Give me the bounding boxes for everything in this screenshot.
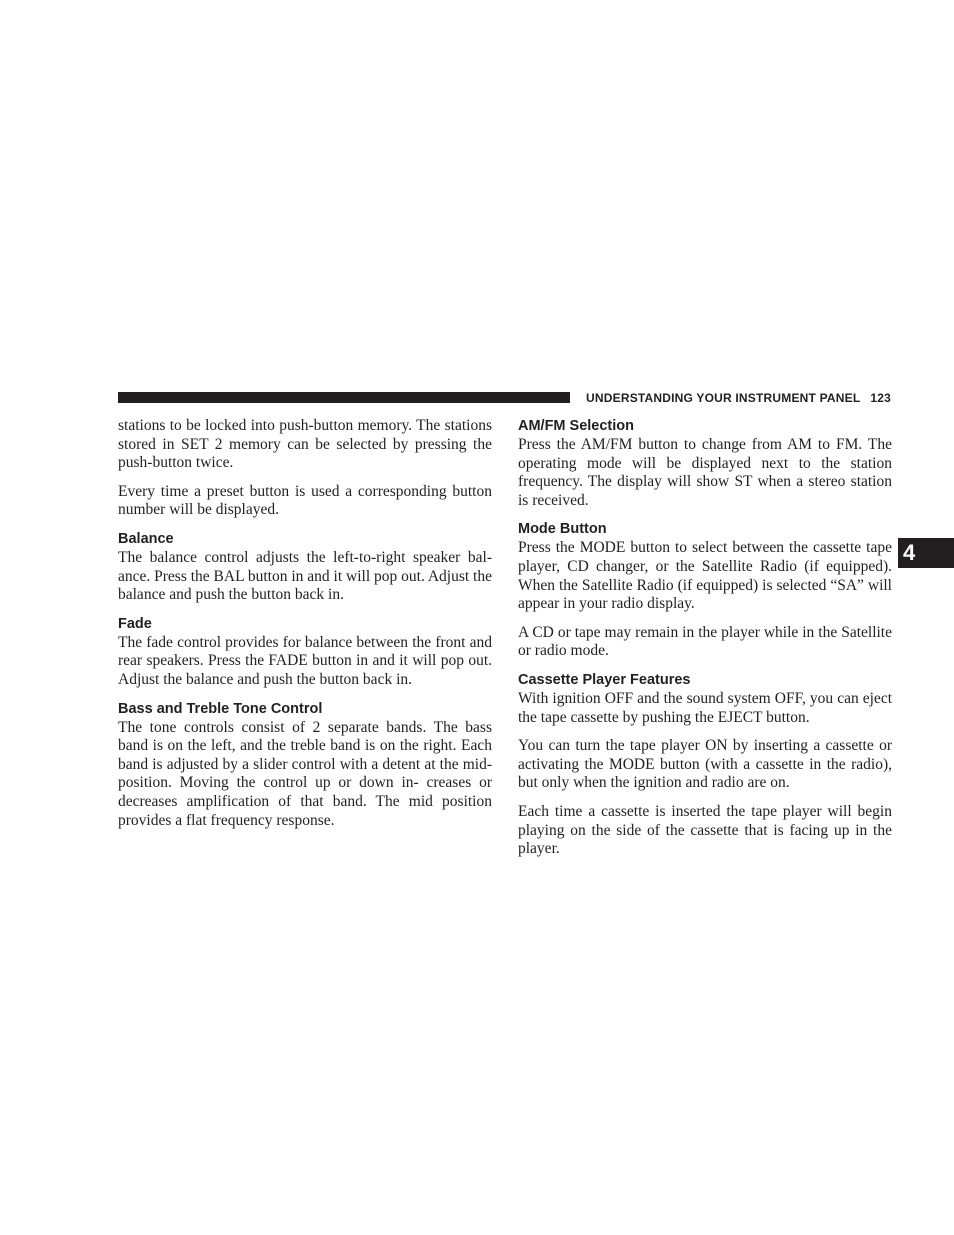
right-column — [518, 417, 892, 869]
paragraph-amfm: Press the AM/FM button to change from AM to FM. The operating mode will be displayed next to the station frequency. The display will show ST when a stereo station is received. — [518, 436, 892, 509]
header-rule — [118, 392, 570, 403]
paragraph-preset-button: Every time a preset button is used a corresponding button number will be displayed. — [118, 482, 492, 519]
chapter-tab: 4 — [898, 538, 954, 568]
running-header — [578, 390, 891, 406]
left-column — [118, 417, 492, 840]
paragraph-cassette-on: You can turn the tape player ON by inserting a cassette or activating the MODE button (with a cassette in the radio), but only when the ignition and radio are on. — [518, 737, 892, 792]
paragraph-tone-control: The tone controls consist of 2 separate bands. The bass band is on the left, and the treble band is on the right. Each band is adjusted by a slider control with a detent at the mid-position. Moving the control up or down in- creases or decreases amplification of that band. The mid position provides a flat frequency response. — [118, 718, 492, 829]
heading-mode-button: Mode Button — [518, 521, 607, 538]
heading-cassette-features: Cassette Player Features — [518, 671, 691, 688]
paragraph-cassette-eject: With ignition OFF and the sound system OFF, you can eject the tape cassette by pushing the EJECT button. — [518, 689, 892, 726]
paragraph-cassette-play: Each time a cassette is inserted the tape player will begin playing on the side of the cassette that is facing up in the player. — [518, 802, 892, 858]
heading-tone-control: Bass and Treble Tone Control — [118, 700, 323, 717]
page-number: 123 — [870, 391, 891, 405]
paragraph-preset-memory: stations to be locked into push-button memory. The stations stored in SET 2 memory can be selected by pressing the push-button twice. — [118, 417, 492, 472]
paragraph-balance: The balance control adjusts the left-to-right speaker bal- ance. Press the BAL button in and it will pop out. Adjust the balance and push the button back in. — [118, 548, 492, 604]
heading-amfm: AM/FM Selection — [518, 418, 635, 434]
section-title: UNDERSTANDING YOUR INSTRUMENT PANEL — [586, 391, 861, 405]
heading-fade: Fade — [118, 615, 152, 632]
paragraph-fade: The fade control provides for balance between the front and rear speakers. Press the FADE button in and it will pop out. Adjust the balance and push the button back in. — [118, 633, 492, 688]
paragraph-mode-button: Press the MODE button to select between the cassette tape player, CD changer, or the Satellite Radio (if equipped). When the Satellite Radio (if equipped) is selected “SA” will appear in your radio display. — [518, 539, 892, 613]
heading-balance: Balance — [118, 530, 174, 547]
paragraph-mode-cd-tape: A CD or tape may remain in the player while in the Satellite or radio mode. — [518, 623, 892, 660]
